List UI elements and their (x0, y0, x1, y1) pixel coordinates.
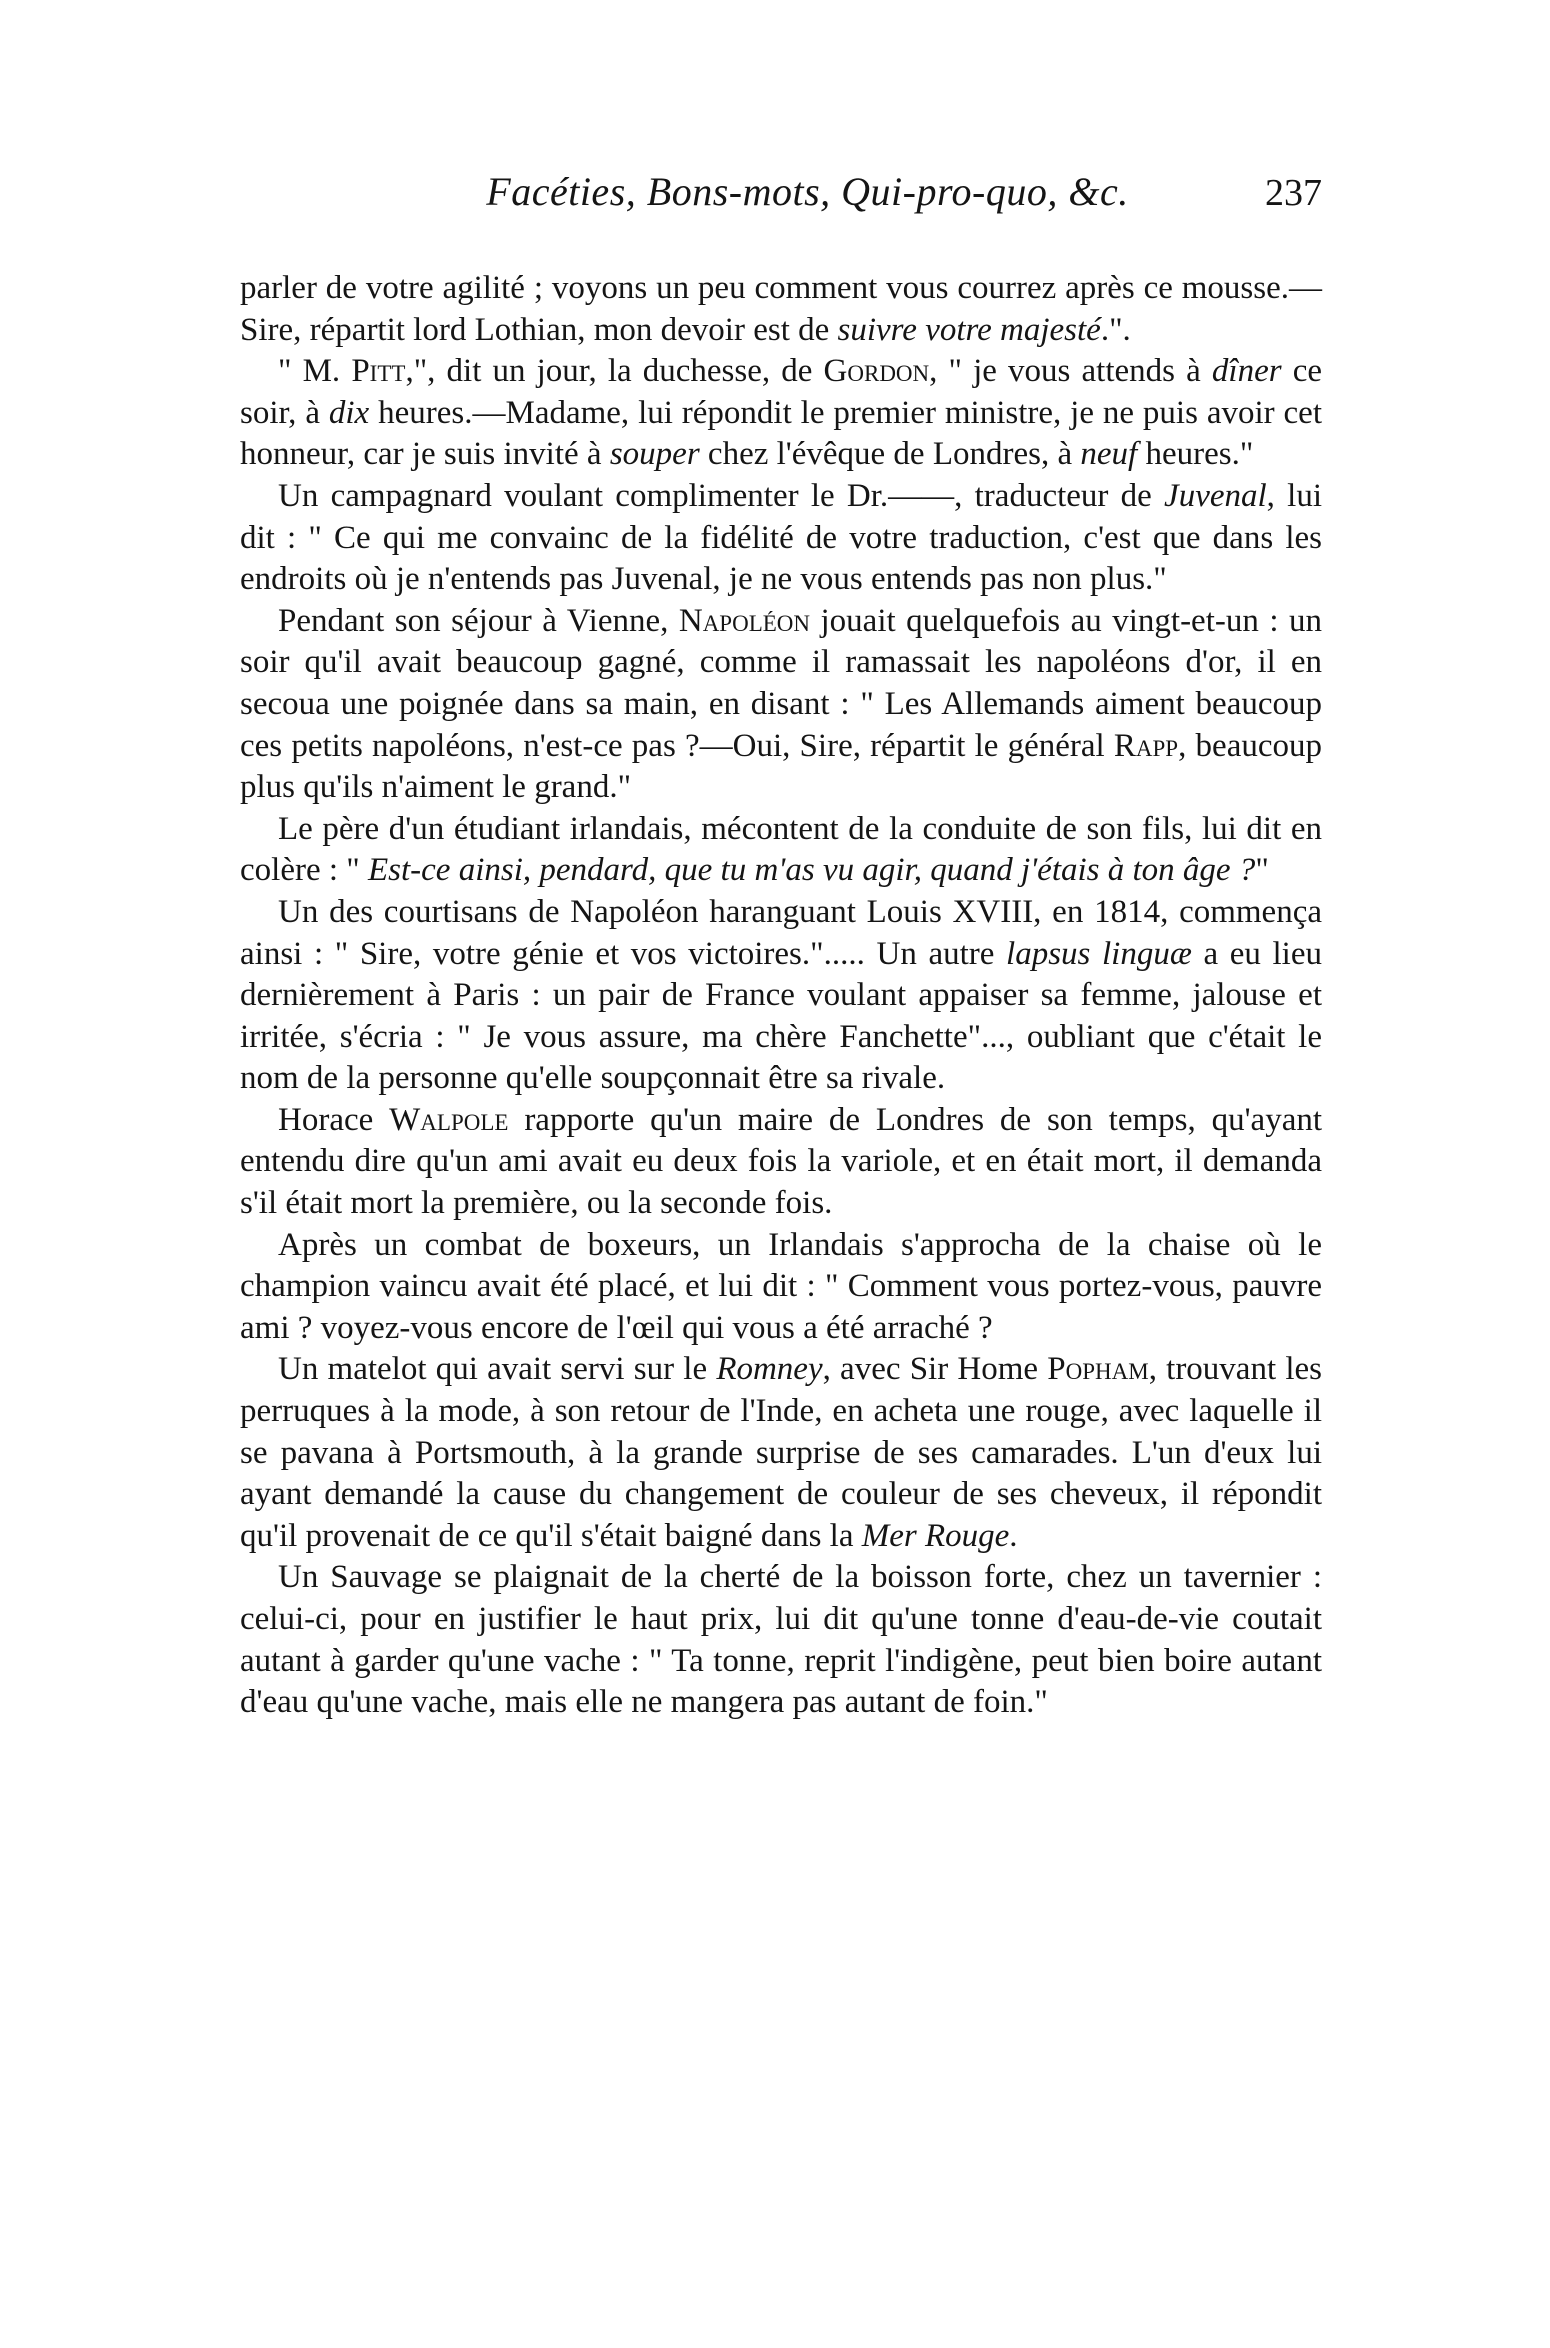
small-caps-name: Gordon (823, 353, 930, 390)
italic-text: dix (328, 394, 370, 431)
italic-text: Romney (716, 1351, 823, 1388)
italic-text: Juvenal (1164, 477, 1267, 514)
paragraph (240, 892, 1322, 1100)
text-run: " M. (278, 353, 352, 390)
text-run: .". (1100, 311, 1131, 348)
paragraph (240, 1100, 1322, 1225)
text-run: ,", dit un jour, la duchesse, de (405, 353, 824, 390)
text-run: . (1009, 1517, 1018, 1554)
text-run: a eu lieu dernièrement à Paris : un pair de France voulant appaiser sa femme, jalouse et irritée, s'écria : " Je vous assure, ma chère Fanchette"..., oubliant que c'était le nom de la personne qu'elle soupçonnait être sa rivale. (240, 935, 1323, 1097)
paragraph (240, 1349, 1322, 1557)
text-run: parler de votre agilité ; voyons un peu comment vous courrez après ce mousse.—Sire, répartit lord Lothian, mon devoir est de (240, 270, 1322, 348)
text-run: jouait quelquefois au vingt-et-un : un soir qu'il avait beaucoup gagné, comme il ramassait les napoléons d'or, il en secoua une poignée dans sa main, en disant : " Les Allemands aiment beaucoup ces petits napoléons, n'est-ce pas ?—Oui, Sire, répartit le général (240, 602, 1323, 764)
text-run: Un des courtisans de Napoléon haranguant Louis XVIII, en 1814, commença ainsi : " Sire, votre génie et vos victoires."..... Un autre (240, 893, 1322, 972)
running-title: Facéties, Bons-mots, Qui-pro-quo, &c. (486, 169, 1129, 214)
running-header (240, 168, 1322, 240)
small-caps-name: Popham (1047, 1351, 1149, 1388)
paragraph (240, 476, 1322, 601)
page-number: 237 (1265, 172, 1322, 214)
text-run: Après un combat de boxeurs, un Irlandais s'approcha de la chaise où le champion vaincu avait été placé, et lui dit : " Comment vous portez-vous, pauvre ami ? voyez-vous encore de l'œil qui vous a été arraché ? (240, 1226, 1322, 1346)
paragraph (240, 809, 1322, 892)
text-run: Pendant son séjour à Vienne, (278, 602, 679, 639)
small-caps-name: Walpole (389, 1101, 509, 1138)
text-run: ce soir, à (240, 353, 1322, 431)
italic-text: neuf (1080, 436, 1138, 473)
text-run: chez l'évêque de Londres, à (699, 436, 1081, 473)
text-run: Un Sauvage se plaignait de la cherté de la boisson forte, chez un tavernier : celui-ci, pour en justifier le haut prix, lui dit qu'une tonne d'eau-de-vie coutait autant à garder qu'une vache : " Ta tonne, reprit l'indigène, peut bien boire autant d'eau qu'une vache, mais elle ne mangera pas autant de foin." (240, 1559, 1322, 1721)
text-run: " (1255, 852, 1269, 889)
text-run: Un matelot qui avait servi sur le (278, 1351, 717, 1388)
small-caps-name: Napoléon (678, 602, 811, 639)
italic-text: dîner (1211, 353, 1282, 390)
text-run: Horace (278, 1101, 390, 1138)
italic-text: Mer Rouge (861, 1517, 1010, 1554)
text-run: Le père d'un étudiant irlandais, mécontent de la conduite de son fils, lui dit en colère : " (240, 810, 1322, 889)
text-run: heures." (1137, 436, 1254, 473)
paragraph (240, 268, 1322, 351)
italic-text: suivre votre majesté (837, 311, 1101, 348)
text-run: , lui dit : " Ce qui me convainc de la fidélité de votre traduction, c'est que dans les endroits où je n'entends pas Juvenal, je ne vous entends pas non plus." (240, 477, 1322, 598)
paragraph (240, 601, 1322, 809)
text-run: , beaucoup plus qu'ils n'aiment le grand." (240, 727, 1322, 806)
italic-text: lapsus linguæ (1006, 935, 1192, 972)
italic-text: souper (609, 436, 700, 473)
text-run: , " je vous attends à (929, 353, 1212, 390)
text-run: Un campagnard voulant complimenter le Dr.——, traducteur de (278, 477, 1165, 514)
text-run: heures.—Madame, lui répondit le premier ministre, je ne puis avoir cet honneur, car je suis invité à (240, 394, 1322, 473)
paragraph (240, 1225, 1322, 1350)
text-run: , trouvant les perruques à la mode, à son retour de l'Inde, en acheta une rouge, avec laquelle il se pavana à Portsmouth, à la grande surprise de ses camarades. L'un d'eux lui ayant demandé la cause du changement de couleur de ses cheveux, il répondit qu'il provenait de ce qu'il s'était baigné dans la (240, 1351, 1322, 1554)
paragraph (240, 1557, 1322, 1723)
body-text (240, 268, 1322, 1724)
text-run: , avec Sir Home (822, 1351, 1048, 1388)
small-caps-name: Pitt (351, 353, 406, 390)
text-run: rapporte qu'un maire de Londres de son temps, qu'ayant entendu dire qu'un ami avait eu deux fois la variole, et en était mort, il demanda s'il était mort la première, ou la seconde fois. (240, 1101, 1323, 1222)
italic-text: Est-ce ainsi, pendard, que tu m'as vu agir, quand j'étais à ton âge ? (368, 852, 1256, 889)
paragraph (240, 351, 1322, 476)
small-caps-name: Rapp (1113, 727, 1179, 764)
